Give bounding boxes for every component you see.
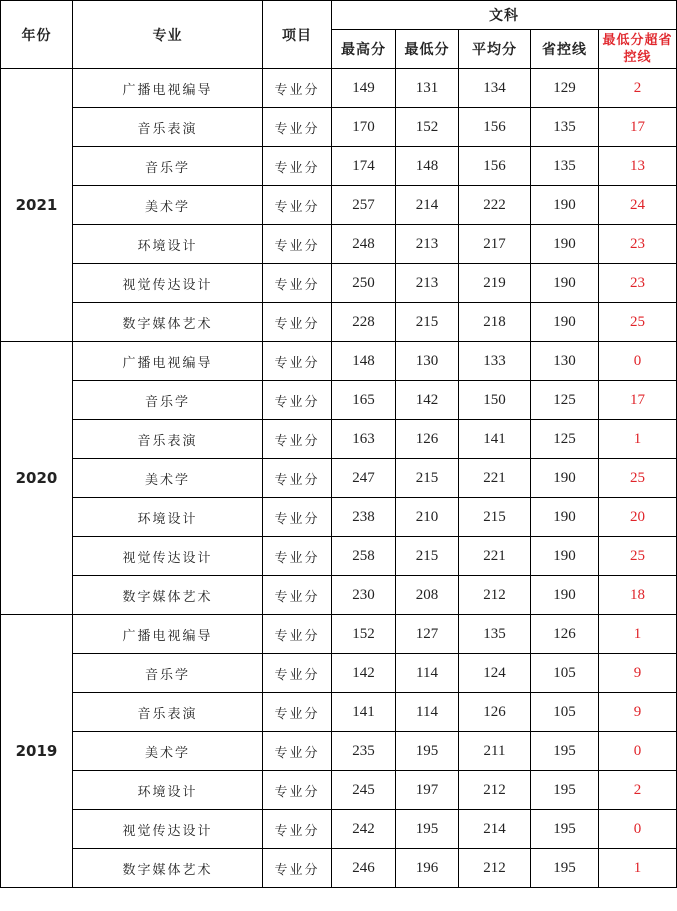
min-score-cell: 131 xyxy=(396,69,459,108)
avg-score-cell: 218 xyxy=(459,303,531,342)
min-score-cell: 210 xyxy=(396,498,459,537)
table-row xyxy=(1,264,677,303)
header-major: 专业 xyxy=(73,1,263,69)
over-control-cell: 2 xyxy=(599,771,677,810)
item-cell: 专业分 xyxy=(263,576,332,615)
avg-score-cell: 156 xyxy=(459,108,531,147)
control-line-cell: 195 xyxy=(531,810,599,849)
over-control-cell: 13 xyxy=(599,147,677,186)
max-score-cell: 149 xyxy=(332,69,396,108)
over-control-cell: 18 xyxy=(599,576,677,615)
max-score-cell: 142 xyxy=(332,654,396,693)
header-control: 省控线 xyxy=(531,30,599,69)
table-row xyxy=(1,108,677,147)
avg-score-cell: 135 xyxy=(459,615,531,654)
table-row xyxy=(1,849,677,888)
max-score-cell: 245 xyxy=(332,771,396,810)
max-score-cell: 165 xyxy=(332,381,396,420)
item-cell: 专业分 xyxy=(263,264,332,303)
header-avg: 平均分 xyxy=(459,30,531,69)
max-score-cell: 141 xyxy=(332,693,396,732)
min-score-cell: 214 xyxy=(396,186,459,225)
min-score-cell: 126 xyxy=(396,420,459,459)
max-score-cell: 242 xyxy=(332,810,396,849)
avg-score-cell: 124 xyxy=(459,654,531,693)
over-control-cell: 9 xyxy=(599,654,677,693)
year-cell: 2019 xyxy=(1,615,73,888)
over-control-cell: 20 xyxy=(599,498,677,537)
over-control-cell: 23 xyxy=(599,264,677,303)
min-score-cell: 142 xyxy=(396,381,459,420)
avg-score-cell: 214 xyxy=(459,810,531,849)
max-score-cell: 246 xyxy=(332,849,396,888)
over-control-cell: 0 xyxy=(599,810,677,849)
over-control-cell: 0 xyxy=(599,342,677,381)
control-line-cell: 190 xyxy=(531,225,599,264)
table-row xyxy=(1,693,677,732)
avg-score-cell: 215 xyxy=(459,498,531,537)
control-line-cell: 130 xyxy=(531,342,599,381)
control-line-cell: 125 xyxy=(531,420,599,459)
over-control-cell: 25 xyxy=(599,459,677,498)
year-cell: 2021 xyxy=(1,69,73,342)
major-cell: 视觉传达设计 xyxy=(73,810,263,849)
major-cell: 环境设计 xyxy=(73,498,263,537)
avg-score-cell: 126 xyxy=(459,693,531,732)
item-cell: 专业分 xyxy=(263,537,332,576)
control-line-cell: 195 xyxy=(531,771,599,810)
control-line-cell: 135 xyxy=(531,147,599,186)
table-row xyxy=(1,381,677,420)
min-score-cell: 215 xyxy=(396,303,459,342)
max-score-cell: 148 xyxy=(332,342,396,381)
avg-score-cell: 221 xyxy=(459,537,531,576)
item-cell: 专业分 xyxy=(263,654,332,693)
table-row xyxy=(1,303,677,342)
avg-score-cell: 217 xyxy=(459,225,531,264)
major-cell: 音乐学 xyxy=(73,381,263,420)
avg-score-cell: 212 xyxy=(459,576,531,615)
control-line-cell: 195 xyxy=(531,732,599,771)
table-row xyxy=(1,771,677,810)
year-cell: 2020 xyxy=(1,342,73,615)
item-cell: 专业分 xyxy=(263,69,332,108)
header-item: 项目 xyxy=(263,1,332,69)
over-control-cell: 17 xyxy=(599,381,677,420)
control-line-cell: 105 xyxy=(531,693,599,732)
min-score-cell: 152 xyxy=(396,108,459,147)
min-score-cell: 197 xyxy=(396,771,459,810)
table-row xyxy=(1,186,677,225)
major-cell: 音乐表演 xyxy=(73,420,263,459)
max-score-cell: 170 xyxy=(332,108,396,147)
max-score-cell: 230 xyxy=(332,576,396,615)
min-score-cell: 114 xyxy=(396,654,459,693)
major-cell: 数字媒体艺术 xyxy=(73,576,263,615)
major-cell: 美术学 xyxy=(73,732,263,771)
min-score-cell: 208 xyxy=(396,576,459,615)
over-control-cell: 1 xyxy=(599,849,677,888)
max-score-cell: 250 xyxy=(332,264,396,303)
avg-score-cell: 211 xyxy=(459,732,531,771)
control-line-cell: 195 xyxy=(531,849,599,888)
control-line-cell: 126 xyxy=(531,615,599,654)
item-cell: 专业分 xyxy=(263,693,332,732)
avg-score-cell: 212 xyxy=(459,849,531,888)
table-row xyxy=(1,225,677,264)
min-score-cell: 215 xyxy=(396,537,459,576)
over-control-cell: 9 xyxy=(599,693,677,732)
min-score-cell: 195 xyxy=(396,810,459,849)
item-cell: 专业分 xyxy=(263,225,332,264)
over-control-cell: 25 xyxy=(599,537,677,576)
major-cell: 视觉传达设计 xyxy=(73,537,263,576)
table-body xyxy=(1,69,677,888)
avg-score-cell: 221 xyxy=(459,459,531,498)
item-cell: 专业分 xyxy=(263,381,332,420)
table-row xyxy=(1,147,677,186)
control-line-cell: 190 xyxy=(531,303,599,342)
over-control-cell: 2 xyxy=(599,69,677,108)
item-cell: 专业分 xyxy=(263,498,332,537)
max-score-cell: 247 xyxy=(332,459,396,498)
major-cell: 音乐学 xyxy=(73,654,263,693)
max-score-cell: 258 xyxy=(332,537,396,576)
max-score-cell: 228 xyxy=(332,303,396,342)
avg-score-cell: 141 xyxy=(459,420,531,459)
min-score-cell: 213 xyxy=(396,264,459,303)
avg-score-cell: 134 xyxy=(459,69,531,108)
min-score-cell: 114 xyxy=(396,693,459,732)
item-cell: 专业分 xyxy=(263,771,332,810)
max-score-cell: 163 xyxy=(332,420,396,459)
control-line-cell: 190 xyxy=(531,537,599,576)
major-cell: 美术学 xyxy=(73,459,263,498)
max-score-cell: 174 xyxy=(332,147,396,186)
table-row xyxy=(1,459,677,498)
major-cell: 广播电视编导 xyxy=(73,342,263,381)
table-row xyxy=(1,810,677,849)
item-cell: 专业分 xyxy=(263,810,332,849)
table-row xyxy=(1,69,677,108)
control-line-cell: 190 xyxy=(531,459,599,498)
table-row xyxy=(1,342,677,381)
min-score-cell: 127 xyxy=(396,615,459,654)
table-row xyxy=(1,732,677,771)
min-score-cell: 195 xyxy=(396,732,459,771)
max-score-cell: 257 xyxy=(332,186,396,225)
item-cell: 专业分 xyxy=(263,108,332,147)
control-line-cell: 135 xyxy=(531,108,599,147)
max-score-cell: 238 xyxy=(332,498,396,537)
control-line-cell: 190 xyxy=(531,264,599,303)
min-score-cell: 148 xyxy=(396,147,459,186)
avg-score-cell: 219 xyxy=(459,264,531,303)
major-cell: 数字媒体艺术 xyxy=(73,303,263,342)
table-row xyxy=(1,654,677,693)
major-cell: 音乐学 xyxy=(73,147,263,186)
control-line-cell: 190 xyxy=(531,498,599,537)
max-score-cell: 152 xyxy=(332,615,396,654)
header-group: 文科 xyxy=(332,1,677,30)
item-cell: 专业分 xyxy=(263,186,332,225)
item-cell: 专业分 xyxy=(263,420,332,459)
header-max: 最高分 xyxy=(332,30,396,69)
over-control-cell: 1 xyxy=(599,420,677,459)
avg-score-cell: 156 xyxy=(459,147,531,186)
item-cell: 专业分 xyxy=(263,615,332,654)
major-cell: 广播电视编导 xyxy=(73,615,263,654)
table-row xyxy=(1,498,677,537)
avg-score-cell: 212 xyxy=(459,771,531,810)
control-line-cell: 190 xyxy=(531,576,599,615)
table-row xyxy=(1,615,677,654)
major-cell: 音乐表演 xyxy=(73,108,263,147)
over-control-cell: 24 xyxy=(599,186,677,225)
table-row xyxy=(1,576,677,615)
header-min: 最低分 xyxy=(396,30,459,69)
item-cell: 专业分 xyxy=(263,303,332,342)
min-score-cell: 196 xyxy=(396,849,459,888)
over-control-cell: 23 xyxy=(599,225,677,264)
major-cell: 美术学 xyxy=(73,186,263,225)
major-cell: 环境设计 xyxy=(73,771,263,810)
control-line-cell: 190 xyxy=(531,186,599,225)
item-cell: 专业分 xyxy=(263,732,332,771)
item-cell: 专业分 xyxy=(263,459,332,498)
over-control-cell: 25 xyxy=(599,303,677,342)
header-over: 最低分超省控线 xyxy=(599,30,677,69)
header-year: 年份 xyxy=(1,1,73,69)
major-cell: 环境设计 xyxy=(73,225,263,264)
over-control-cell: 1 xyxy=(599,615,677,654)
major-cell: 数字媒体艺术 xyxy=(73,849,263,888)
avg-score-cell: 133 xyxy=(459,342,531,381)
avg-score-cell: 150 xyxy=(459,381,531,420)
over-control-cell: 17 xyxy=(599,108,677,147)
major-cell: 视觉传达设计 xyxy=(73,264,263,303)
min-score-cell: 130 xyxy=(396,342,459,381)
item-cell: 专业分 xyxy=(263,147,332,186)
control-line-cell: 125 xyxy=(531,381,599,420)
major-cell: 音乐表演 xyxy=(73,693,263,732)
control-line-cell: 105 xyxy=(531,654,599,693)
max-score-cell: 235 xyxy=(332,732,396,771)
table-row xyxy=(1,420,677,459)
min-score-cell: 213 xyxy=(396,225,459,264)
major-cell: 广播电视编导 xyxy=(73,69,263,108)
table-row xyxy=(1,537,677,576)
min-score-cell: 215 xyxy=(396,459,459,498)
avg-score-cell: 222 xyxy=(459,186,531,225)
item-cell: 专业分 xyxy=(263,849,332,888)
over-control-cell: 0 xyxy=(599,732,677,771)
item-cell: 专业分 xyxy=(263,342,332,381)
max-score-cell: 248 xyxy=(332,225,396,264)
control-line-cell: 129 xyxy=(531,69,599,108)
